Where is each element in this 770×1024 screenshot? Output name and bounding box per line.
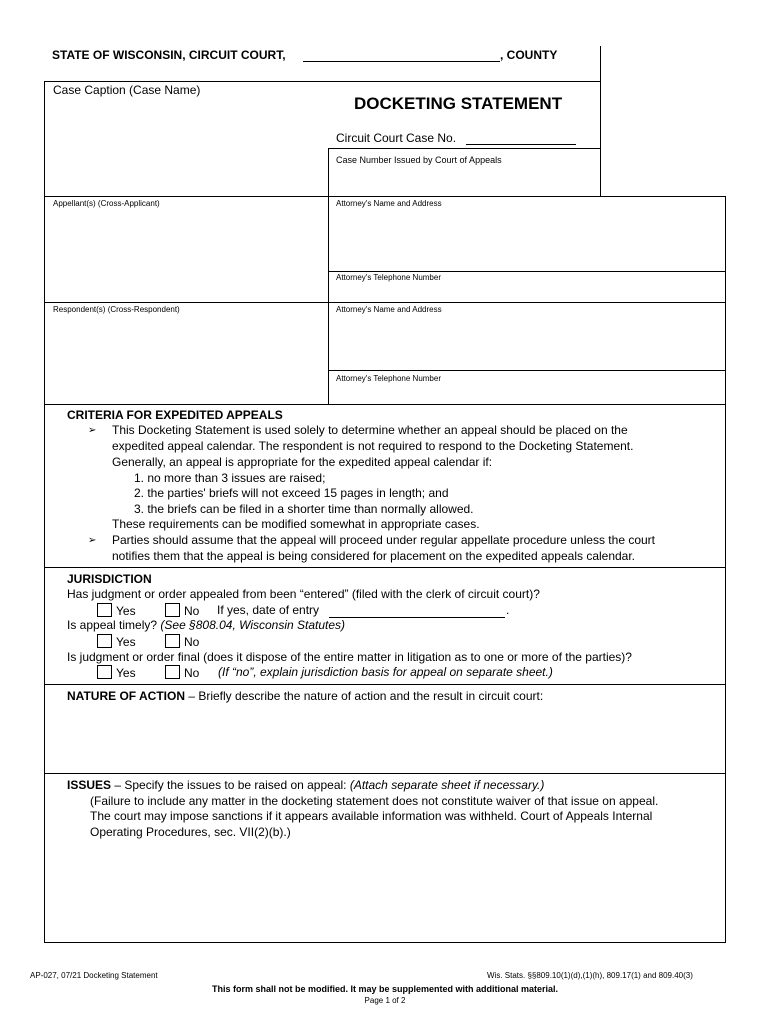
rule (44, 567, 725, 568)
respondent-attorney-name-label: Attorney's Name and Address (336, 305, 442, 314)
form-id: AP-027, 07/21 Docketing Statement (30, 971, 158, 980)
rule (328, 370, 725, 371)
statutes-ref: Wis. Stats. §§809.10(1)(d),(1)(h), 809.17(1) and 809.40(3) (487, 971, 693, 980)
jurisdiction-q2: Is appeal timely? (67, 618, 158, 632)
criteria-b1-line3: Generally, an appeal is appropriate for the expedited appeal calendar if: (112, 455, 493, 469)
rule (328, 148, 329, 196)
q2-no-label: No (184, 635, 200, 649)
criteria-b1-line2: expedited appeal calendar. The respondent is not required to respond to the Docketing Statement. (112, 439, 634, 453)
bullet-icon: ➢ (88, 535, 97, 546)
nature-heading: NATURE OF ACTION (67, 689, 185, 703)
rule (44, 81, 601, 82)
issues-line1: (Failure to include any matter in the docketing statement does not constitute waiver of that issue on appeal. (90, 794, 659, 808)
rule (44, 404, 725, 405)
q3-yes-label: Yes (116, 666, 136, 680)
criteria-condition-2: 2. the parties' briefs will not exceed 15 pages in length; and (134, 486, 449, 500)
nature-input[interactable] (60, 706, 714, 772)
jurisdiction-heading: JURISDICTION (67, 572, 152, 586)
criteria-modified-note: These requirements can be modified somewhat in appropriate cases. (112, 517, 480, 531)
rule (44, 942, 726, 943)
rule (328, 148, 601, 149)
rule (600, 81, 601, 196)
issues-line2: The court may impose sanctions if it appears available information was withheld. Court of Appeals Internal (90, 809, 653, 823)
q3-yes-checkbox[interactable] (97, 665, 112, 679)
q3-no-label: No (184, 666, 200, 680)
q3-no-checkbox[interactable] (165, 665, 180, 679)
nature-text: – Briefly describe the nature of action and the result in circuit court: (185, 689, 544, 703)
issues-attach: (Attach separate sheet if necessary.) (349, 778, 545, 792)
criteria-heading: CRITERIA FOR EXPEDITED APPEALS (67, 408, 283, 422)
modification-notice: This form shall not be modified. It may be supplemented with additional material. (211, 984, 559, 994)
rule (725, 196, 726, 943)
circuit-case-no-input[interactable] (466, 132, 576, 145)
page-number: Page 1 of 2 (364, 996, 406, 1005)
q2-yes-checkbox[interactable] (97, 634, 112, 648)
q1-yes-checkbox[interactable] (97, 603, 112, 617)
jurisdiction-q3: Is judgment or order final (does it dispose of the entire matter in litigation as to one or more of the parties)? (67, 650, 632, 664)
respondent-label: Respondent(s) (Cross-Respondent) (53, 305, 180, 314)
respondent-attorney-phone-label: Attorney's Telephone Number (336, 374, 441, 383)
criteria-b2-line2: notifies them that the appeal is being considered for placement on the expedited appeals calendar. (112, 549, 636, 563)
q1-no-label: No (184, 604, 200, 618)
coa-case-no-label: Case Number Issued by Court of Appeals (336, 155, 502, 165)
rule (328, 271, 725, 272)
appellant-attorney-name-label: Attorney's Name and Address (336, 199, 442, 208)
county-input[interactable] (303, 49, 500, 62)
circuit-case-no-label: Circuit Court Case No. (336, 131, 457, 145)
q1-yes-label: Yes (116, 604, 136, 618)
rule (600, 46, 601, 82)
county-suffix: , COUNTY (500, 48, 558, 62)
criteria-condition-1: 1. no more than 3 issues are raised; (134, 471, 326, 485)
rule (44, 302, 725, 303)
jurisdiction-q1: Has judgment or order appealed from been “entered” (filed with the clerk of circuit court)? (67, 587, 540, 601)
date-period: . (506, 603, 510, 617)
bullet-icon: ➢ (88, 425, 97, 436)
issues-line3: Operating Procedures, sec. VII(2)(b).) (90, 825, 291, 839)
rule (44, 684, 725, 685)
rule (44, 773, 725, 774)
q2-no-checkbox[interactable] (165, 634, 180, 648)
appellant-label: Appellant(s) (Cross-Applicant) (53, 199, 160, 208)
criteria-condition-3: 3. the briefs can be filed in a shorter time than normally allowed. (134, 502, 474, 516)
criteria-b2-line1: Parties should assume that the appeal will proceed under regular appellate procedure unless the court (112, 533, 655, 547)
appellant-attorney-phone-label: Attorney's Telephone Number (336, 273, 441, 282)
rule (328, 196, 329, 404)
q1-no-checkbox[interactable] (165, 603, 180, 617)
q2-yes-label: Yes (116, 635, 136, 649)
rule (44, 196, 725, 197)
jurisdiction-q3-note: (If “no”, explain jurisdiction basis for appeal on separate sheet.) (218, 665, 553, 679)
case-caption-label: Case Caption (Case Name) (53, 83, 201, 97)
issues-input[interactable] (60, 844, 714, 942)
rule (44, 81, 45, 943)
state-court-label: STATE OF WISCONSIN, CIRCUIT COURT, (52, 48, 286, 62)
issues-text: – Specify the issues to be raised on appeal: (111, 778, 350, 792)
criteria-b1-line1: This Docketing Statement is used solely to determine whether an appeal should be placed on the (112, 423, 628, 437)
date-entry-label: If yes, date of entry (217, 603, 320, 617)
date-entry-input[interactable] (329, 605, 505, 618)
form-title: DOCKETING STATEMENT (354, 94, 563, 113)
issues-heading: ISSUES (67, 778, 112, 792)
jurisdiction-q2-ref: (See §808.04, Wisconsin Statutes) (160, 618, 346, 632)
